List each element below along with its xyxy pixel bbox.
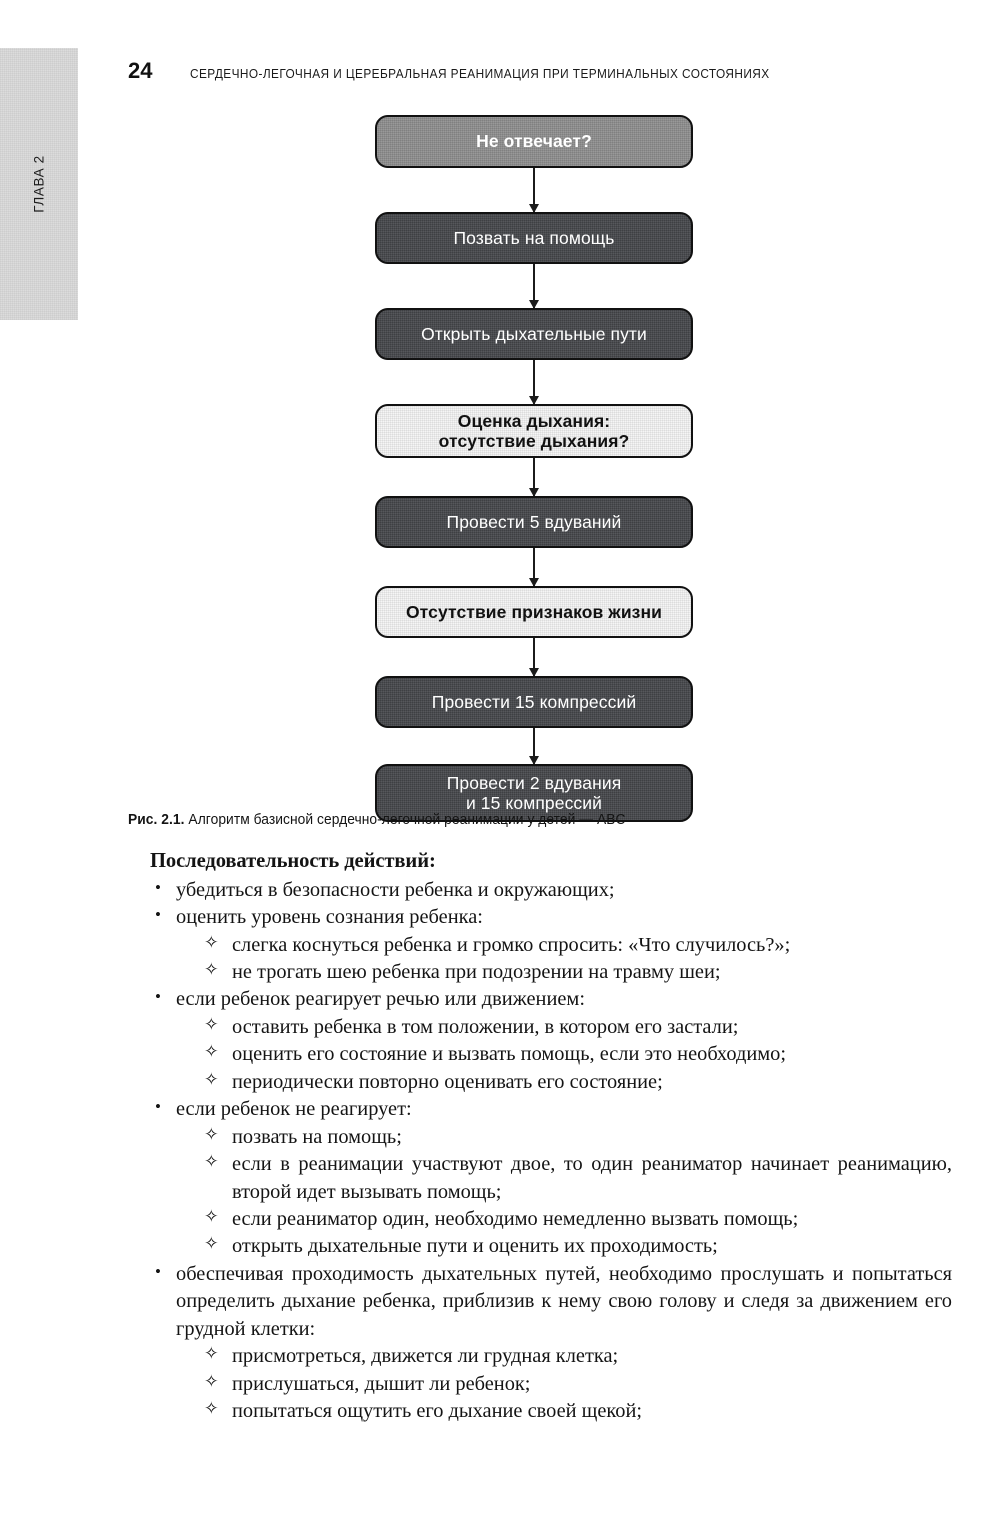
sub-list-item-text: ✧ прислушаться, дышит ли ребенок; — [232, 1371, 952, 1398]
flowchart-node-5 — [375, 496, 693, 548]
flowchart-arrow-1 — [533, 168, 535, 212]
list-item-text: • если ребенок реагирует речью или движением: — [176, 986, 952, 1013]
sub-list-item — [202, 1069, 952, 1096]
list-item — [150, 877, 952, 904]
flowchart-arrow-4 — [533, 458, 535, 496]
chapter-tab — [0, 48, 78, 320]
chapter-tab-label: ГЛАВА 2 — [31, 155, 47, 213]
page-number: 24 — [128, 58, 153, 83]
flowchart-node-1 — [375, 115, 693, 168]
flowchart-algorithm-abc — [375, 115, 693, 822]
sub-list-item-text: ✧ не трогать шею ребенка при подозрении на травму шеи; — [232, 959, 952, 986]
sub-list-item — [202, 1206, 952, 1233]
flowchart-node-4 — [375, 404, 693, 458]
flowchart-node-6 — [375, 586, 693, 638]
sub-list-item — [202, 1041, 952, 1068]
list-item-text: • убедиться в безопасности ребенка и окружающих; — [176, 877, 952, 904]
sub-list-item-text: ✧ если в реанимации участвуют двое, то один реаниматор начинает реанимацию, второй идет вызывать помощь; — [232, 1151, 952, 1206]
list-item-text: • оценить уровень сознания ребенка: — [176, 904, 952, 931]
body-content — [128, 848, 952, 1425]
flowchart-node-2 — [375, 212, 693, 264]
sub-list-item — [202, 1343, 952, 1370]
flowchart-node-label: Провести 2 вдувания и 15 компрессий — [446, 772, 622, 813]
flowchart-arrow-7 — [533, 728, 535, 764]
flowchart-node-label: Провести 15 компрессий — [431, 691, 637, 712]
flowchart-node-label: Позвать на помощь — [453, 227, 615, 248]
flowchart-node-label: Открыть дыхательные пути — [421, 323, 647, 344]
sub-list-item-text: ✧ если реаниматор один, необходимо немедленно вызвать помощь; — [232, 1206, 952, 1233]
sub-list-item — [202, 1124, 952, 1151]
sub-list-item — [202, 1151, 952, 1206]
section-title: Последовательность действий: — [150, 850, 436, 872]
flowchart-node-label: Не отвечает? — [476, 131, 592, 152]
sub-list-item-text: ✧ попытаться ощутить его дыхание своей щекой; — [232, 1398, 952, 1425]
sub-list-item-text: ✧ открыть дыхательные пути и оценить их проходимость; — [232, 1233, 952, 1260]
figure-caption — [128, 812, 886, 828]
sub-list-item — [202, 1398, 952, 1425]
flowchart-node-label: Провести 5 вдуваний — [446, 511, 622, 532]
flowchart-arrow-3 — [533, 360, 535, 404]
figure-caption-text: Алгоритм базисной сердечно-легочной реанимации у детей — ABC — [184, 812, 626, 828]
sub-list-item — [202, 1371, 952, 1398]
sub-list-item-text: ✧ оценить его состояние и вызвать помощь, если это необходимо; — [232, 1041, 952, 1068]
sub-list-item — [202, 959, 952, 986]
sub-list-item — [202, 932, 952, 959]
sub-list — [176, 1343, 952, 1425]
sub-list — [176, 932, 952, 987]
sub-list-item-text: ✧ оставить ребенка в том положении, в котором его застали; — [232, 1014, 952, 1041]
sub-list-item-text: ✧ слегка коснуться ребенка и громко спросить: «Что случилось?»; — [232, 932, 952, 959]
flowchart-node-label: Оценка дыхания: отсутствие дыхания? — [438, 410, 630, 451]
flowchart-node-7 — [375, 676, 693, 728]
list-item — [150, 1096, 952, 1261]
list-item — [150, 986, 952, 1096]
sub-list — [176, 1124, 952, 1261]
sub-list-item-text: ✧ периодически повторно оценивать его состояние; — [232, 1069, 952, 1096]
sub-list-item-text: ✧ присмотреться, движется ли грудная клетка; — [232, 1343, 952, 1370]
sub-list — [176, 1014, 952, 1096]
flowchart-arrow-2 — [533, 264, 535, 308]
running-head-title: СЕРДЕЧНО-ЛЕГОЧНАЯ И ЦЕРЕБРАЛЬНАЯ РЕАНИМАЦИЯ ПРИ ТЕРМИНАЛЬНЫХ СОСТОЯНИЯХ — [190, 67, 771, 81]
figure-number: Рис. 2.1. — [128, 812, 185, 828]
list-item — [150, 904, 952, 986]
list-item-text: • если ребенок не реагирует: — [176, 1096, 952, 1123]
flowchart-arrow-6 — [533, 638, 535, 676]
list-item-text: • обеспечивая проходимость дыхательных путей, необходимо прослушать и попытаться определить дыхание ребенка, приблизив к нему свою голову и следя за движением его грудной клетки: — [176, 1261, 952, 1343]
running-head — [128, 60, 888, 86]
flowchart-node-3 — [375, 308, 693, 360]
sub-list-item — [202, 1014, 952, 1041]
list-item — [150, 1261, 952, 1426]
sub-list-item — [202, 1233, 952, 1260]
action-sequence-list — [128, 877, 952, 1426]
flowchart-node-label: Отсутствие признаков жизни — [405, 601, 663, 622]
flowchart-arrow-5 — [533, 548, 535, 586]
sub-list-item-text: ✧ позвать на помощь; — [232, 1124, 952, 1151]
